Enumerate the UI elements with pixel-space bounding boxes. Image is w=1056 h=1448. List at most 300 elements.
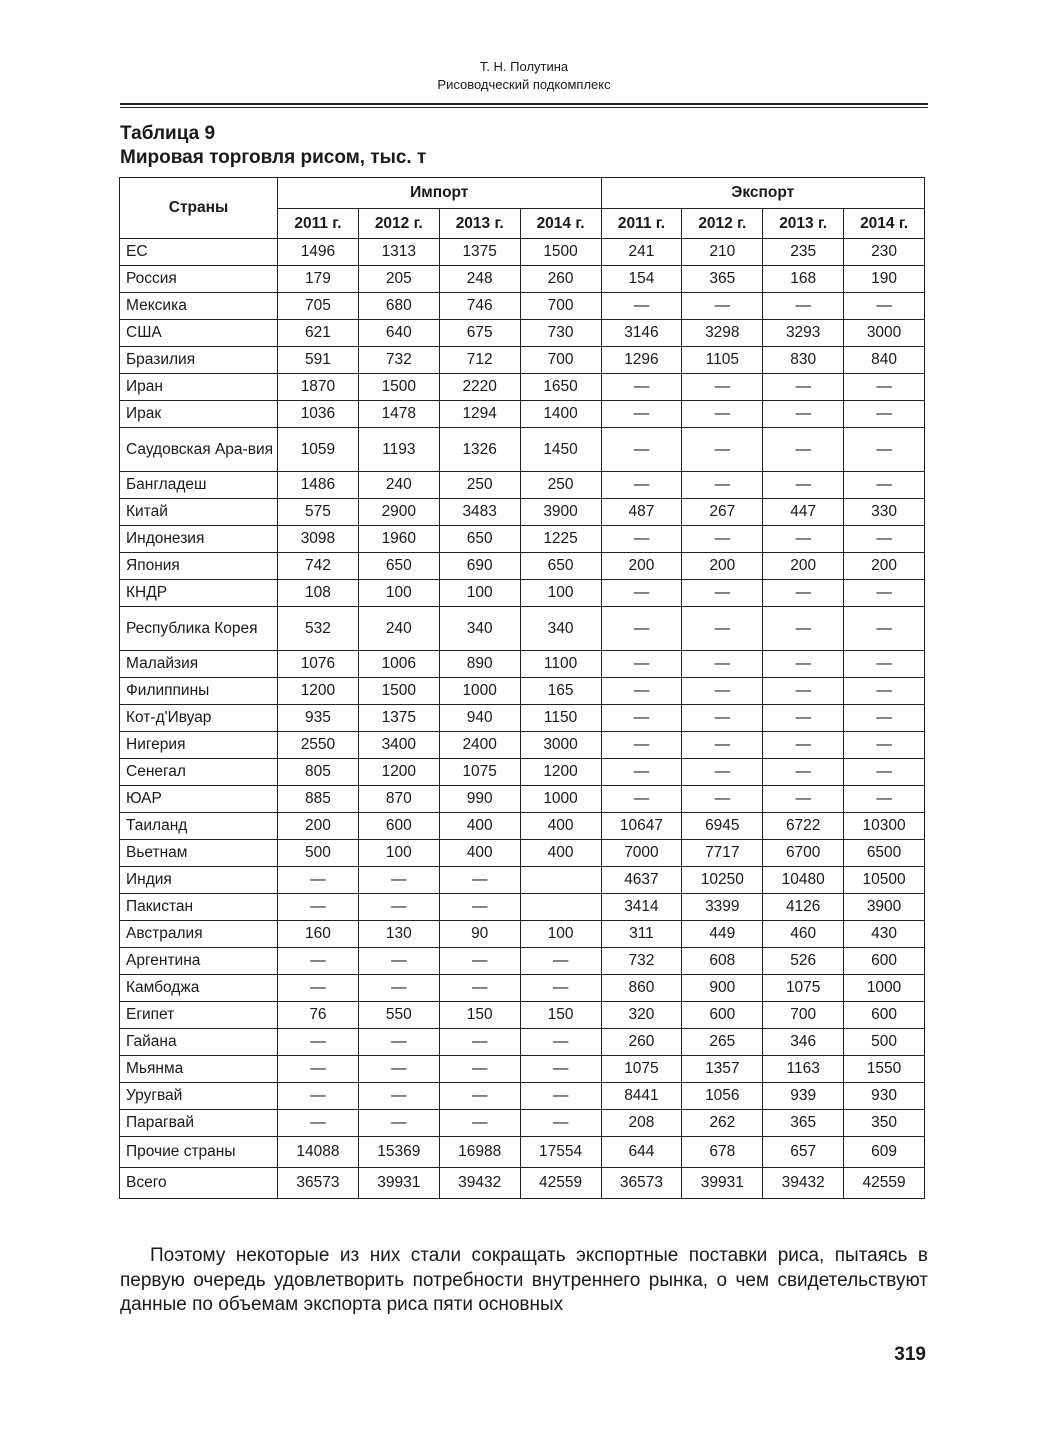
country-cell: Индия [120, 867, 278, 894]
export-value-cell: 608 [682, 948, 763, 975]
export-value-cell: 830 [763, 347, 844, 374]
export-year-header: 2013 г. [763, 209, 844, 239]
import-value-cell: 260 [520, 266, 601, 293]
table-row [120, 678, 925, 705]
export-value-cell: 267 [682, 499, 763, 526]
import-value-cell: — [358, 1056, 439, 1083]
table-row [120, 732, 925, 759]
import-value-cell: — [358, 894, 439, 921]
import-year-header: 2014 г. [520, 209, 601, 239]
export-value-cell: — [601, 428, 682, 472]
import-value-cell: 500 [278, 840, 359, 867]
import-value-cell: 400 [439, 813, 520, 840]
import-value-cell: 39432 [439, 1168, 520, 1199]
table-row [120, 401, 925, 428]
import-value-cell: 400 [439, 840, 520, 867]
table-number: Таблица 9 [120, 123, 216, 144]
import-value-cell: 150 [439, 1002, 520, 1029]
import-value-cell: 890 [439, 651, 520, 678]
export-value-cell: 200 [763, 553, 844, 580]
import-value-cell: 165 [520, 678, 601, 705]
import-value-cell: 3000 [520, 732, 601, 759]
import-value-cell: 160 [278, 921, 359, 948]
export-value-cell: 6700 [763, 840, 844, 867]
export-value-cell: 6945 [682, 813, 763, 840]
country-cell: Уругвай [120, 1083, 278, 1110]
table-row [120, 1002, 925, 1029]
import-value-cell: 1193 [358, 428, 439, 472]
export-group-header: Экспорт [601, 178, 925, 209]
export-value-cell: 860 [601, 975, 682, 1002]
export-value-cell: — [682, 607, 763, 651]
import-value-cell: 550 [358, 1002, 439, 1029]
import-value-cell: 1100 [520, 651, 601, 678]
export-value-cell: 200 [844, 553, 925, 580]
table-row [120, 948, 925, 975]
country-cell: КНДР [120, 580, 278, 607]
table-row [120, 1056, 925, 1083]
table-row [120, 347, 925, 374]
import-value-cell: — [358, 975, 439, 1002]
country-column-header: Страны [120, 178, 278, 239]
export-value-cell: — [763, 651, 844, 678]
import-value-cell: 200 [278, 813, 359, 840]
export-value-cell: — [763, 580, 844, 607]
export-value-cell: 365 [763, 1110, 844, 1137]
country-cell: Ирак [120, 401, 278, 428]
import-value-cell: 680 [358, 293, 439, 320]
country-cell: Бразилия [120, 347, 278, 374]
table-row [120, 526, 925, 553]
export-value-cell: 840 [844, 347, 925, 374]
export-value-cell: — [601, 472, 682, 499]
import-value-cell: 621 [278, 320, 359, 347]
export-value-cell: 39432 [763, 1168, 844, 1199]
country-cell: США [120, 320, 278, 347]
table-row [120, 266, 925, 293]
table-row [120, 975, 925, 1002]
import-value-cell: 340 [439, 607, 520, 651]
export-value-cell: — [682, 580, 763, 607]
country-cell: Малайзия [120, 651, 278, 678]
import-value-cell: 2900 [358, 499, 439, 526]
export-value-cell: — [601, 293, 682, 320]
export-value-cell: 4126 [763, 894, 844, 921]
export-value-cell: 430 [844, 921, 925, 948]
import-value-cell: 700 [520, 347, 601, 374]
export-value-cell: 1163 [763, 1056, 844, 1083]
import-value-cell: 205 [358, 266, 439, 293]
export-year-header: 2011 г. [601, 209, 682, 239]
import-value-cell: 1200 [278, 678, 359, 705]
import-value-cell [520, 867, 601, 894]
import-value-cell: — [520, 1110, 601, 1137]
export-value-cell: 10300 [844, 813, 925, 840]
export-value-cell: 208 [601, 1110, 682, 1137]
export-value-cell: 700 [763, 1002, 844, 1029]
country-cell: Таиланд [120, 813, 278, 840]
country-cell: Всего [120, 1168, 278, 1199]
table-row [120, 428, 925, 472]
import-value-cell [520, 894, 601, 921]
export-value-cell: — [844, 759, 925, 786]
table-row [120, 705, 925, 732]
import-value-cell: — [358, 867, 439, 894]
export-value-cell: 10500 [844, 867, 925, 894]
export-value-cell: 6722 [763, 813, 844, 840]
import-value-cell: 2550 [278, 732, 359, 759]
import-value-cell: 39931 [358, 1168, 439, 1199]
table-body [120, 239, 925, 1199]
export-value-cell: 320 [601, 1002, 682, 1029]
import-value-cell: 3098 [278, 526, 359, 553]
export-value-cell: — [763, 428, 844, 472]
import-value-cell: 17554 [520, 1137, 601, 1168]
import-value-cell: — [520, 975, 601, 1002]
import-year-header: 2013 г. [439, 209, 520, 239]
export-value-cell: — [682, 651, 763, 678]
import-value-cell: — [278, 1110, 359, 1137]
export-value-cell: — [763, 526, 844, 553]
export-value-cell: 1296 [601, 347, 682, 374]
import-value-cell: 248 [439, 266, 520, 293]
table-row [120, 921, 925, 948]
export-value-cell: 200 [601, 553, 682, 580]
import-value-cell: 1478 [358, 401, 439, 428]
export-value-cell: 600 [844, 1002, 925, 1029]
export-value-cell: — [844, 786, 925, 813]
export-value-cell: 600 [844, 948, 925, 975]
export-value-cell: — [844, 651, 925, 678]
export-value-cell: 230 [844, 239, 925, 266]
country-cell: Гайана [120, 1029, 278, 1056]
export-value-cell: — [763, 678, 844, 705]
export-value-cell: — [682, 374, 763, 401]
export-value-cell: — [601, 786, 682, 813]
import-value-cell: 1500 [520, 239, 601, 266]
export-value-cell: 265 [682, 1029, 763, 1056]
import-value-cell: 90 [439, 921, 520, 948]
export-value-cell: 644 [601, 1137, 682, 1168]
export-value-cell: — [763, 293, 844, 320]
country-cell: Парагвай [120, 1110, 278, 1137]
export-value-cell: 1105 [682, 347, 763, 374]
import-value-cell: 1075 [439, 759, 520, 786]
import-value-cell: 1400 [520, 401, 601, 428]
import-value-cell: 575 [278, 499, 359, 526]
export-value-cell: 365 [682, 266, 763, 293]
running-head [120, 58, 928, 94]
export-year-header: 2014 г. [844, 209, 925, 239]
export-value-cell: 260 [601, 1029, 682, 1056]
country-cell: Япония [120, 553, 278, 580]
export-value-cell: 1075 [601, 1056, 682, 1083]
export-value-cell: 3399 [682, 894, 763, 921]
export-value-cell: — [682, 732, 763, 759]
import-value-cell: — [278, 948, 359, 975]
export-value-cell: — [844, 293, 925, 320]
export-value-cell: — [601, 678, 682, 705]
export-value-cell: — [844, 472, 925, 499]
export-value-cell: 4637 [601, 867, 682, 894]
import-value-cell: 100 [439, 580, 520, 607]
export-value-cell: — [844, 732, 925, 759]
import-value-cell: 650 [520, 553, 601, 580]
export-value-cell: — [601, 759, 682, 786]
export-value-cell: 600 [682, 1002, 763, 1029]
import-value-cell: 1059 [278, 428, 359, 472]
export-value-cell: 262 [682, 1110, 763, 1137]
export-value-cell: 3900 [844, 894, 925, 921]
export-value-cell: 1550 [844, 1056, 925, 1083]
export-value-cell: 487 [601, 499, 682, 526]
export-value-cell: — [682, 401, 763, 428]
export-value-cell: — [844, 580, 925, 607]
export-value-cell: — [601, 705, 682, 732]
export-value-cell: 732 [601, 948, 682, 975]
import-value-cell: — [520, 948, 601, 975]
export-value-cell: 1056 [682, 1083, 763, 1110]
export-value-cell: 447 [763, 499, 844, 526]
export-value-cell: 3298 [682, 320, 763, 347]
import-value-cell: — [278, 1029, 359, 1056]
import-value-cell: 1450 [520, 428, 601, 472]
export-value-cell: — [763, 472, 844, 499]
import-value-cell: 885 [278, 786, 359, 813]
table-row [120, 607, 925, 651]
export-value-cell: 657 [763, 1137, 844, 1168]
import-value-cell: 3400 [358, 732, 439, 759]
export-value-cell: — [682, 678, 763, 705]
table-row [120, 1083, 925, 1110]
table-row [120, 894, 925, 921]
import-value-cell: 591 [278, 347, 359, 374]
export-value-cell: — [844, 526, 925, 553]
body-paragraph-text: Поэтому некоторые из них стали сокращать экспортные поставки риса, пытаясь в первую очередь удовлетворить потребности внутреннего рынка, о чем свидетельствуют данные по объемам экспорта риса пяти основных [120, 1245, 928, 1315]
import-value-cell: — [520, 1029, 601, 1056]
rice-trade-table [119, 177, 925, 1199]
country-cell: Пакистан [120, 894, 278, 921]
country-cell: Австралия [120, 921, 278, 948]
import-value-cell: — [278, 867, 359, 894]
import-value-cell: 76 [278, 1002, 359, 1029]
table-row [120, 1029, 925, 1056]
export-value-cell: 3293 [763, 320, 844, 347]
country-cell: Бангладеш [120, 472, 278, 499]
import-value-cell: 1150 [520, 705, 601, 732]
import-value-cell: 650 [439, 526, 520, 553]
export-year-header: 2012 г. [682, 209, 763, 239]
import-value-cell: 1870 [278, 374, 359, 401]
import-value-cell: — [520, 1083, 601, 1110]
table-row [120, 867, 925, 894]
export-value-cell: 7717 [682, 840, 763, 867]
import-value-cell: 746 [439, 293, 520, 320]
header-rule-thin [120, 107, 928, 108]
import-value-cell: 732 [358, 347, 439, 374]
import-value-cell: 600 [358, 813, 439, 840]
export-value-cell: — [763, 374, 844, 401]
export-value-cell: 200 [682, 553, 763, 580]
export-value-cell: 346 [763, 1029, 844, 1056]
country-cell: Мексика [120, 293, 278, 320]
export-value-cell: — [844, 607, 925, 651]
import-value-cell: 532 [278, 607, 359, 651]
import-value-cell: 400 [520, 840, 601, 867]
import-value-cell: 2220 [439, 374, 520, 401]
table-row [120, 759, 925, 786]
export-value-cell: 900 [682, 975, 763, 1002]
export-value-cell: 154 [601, 266, 682, 293]
import-value-cell: 250 [439, 472, 520, 499]
country-cell: ЮАР [120, 786, 278, 813]
export-value-cell: 10250 [682, 867, 763, 894]
export-value-cell: 6500 [844, 840, 925, 867]
import-value-cell: 690 [439, 553, 520, 580]
import-value-cell: 1200 [358, 759, 439, 786]
import-value-cell: 1375 [358, 705, 439, 732]
export-value-cell: — [763, 705, 844, 732]
import-value-cell: 240 [358, 607, 439, 651]
export-value-cell: 241 [601, 239, 682, 266]
export-value-cell: — [601, 526, 682, 553]
country-cell: Мьянма [120, 1056, 278, 1083]
import-value-cell: 935 [278, 705, 359, 732]
export-value-cell: — [682, 705, 763, 732]
table-row [120, 293, 925, 320]
country-cell: Индонезия [120, 526, 278, 553]
import-value-cell: 712 [439, 347, 520, 374]
export-value-cell: — [844, 374, 925, 401]
import-value-cell: 1000 [520, 786, 601, 813]
import-value-cell: 100 [358, 580, 439, 607]
import-value-cell: 1500 [358, 374, 439, 401]
export-value-cell: — [763, 607, 844, 651]
import-value-cell: — [520, 1056, 601, 1083]
import-value-cell: — [439, 948, 520, 975]
import-value-cell: — [278, 1083, 359, 1110]
table-row [120, 786, 925, 813]
import-value-cell: 1650 [520, 374, 601, 401]
country-cell: Саудовская Ара-вия [120, 428, 278, 472]
export-value-cell: 36573 [601, 1168, 682, 1199]
export-value-cell: 190 [844, 266, 925, 293]
import-value-cell: — [358, 1029, 439, 1056]
import-value-cell: 1294 [439, 401, 520, 428]
export-value-cell: 210 [682, 239, 763, 266]
import-value-cell: 870 [358, 786, 439, 813]
import-year-header: 2011 г. [278, 209, 359, 239]
import-value-cell: 675 [439, 320, 520, 347]
export-value-cell: 168 [763, 266, 844, 293]
export-value-cell: 330 [844, 499, 925, 526]
table-group-header-row [120, 178, 925, 209]
table-row [120, 320, 925, 347]
country-cell: Сенегал [120, 759, 278, 786]
import-value-cell: 1200 [520, 759, 601, 786]
export-value-cell: 3000 [844, 320, 925, 347]
import-value-cell: 100 [520, 921, 601, 948]
import-group-header: Импорт [278, 178, 602, 209]
import-value-cell: 1500 [358, 678, 439, 705]
import-value-cell: 42559 [520, 1168, 601, 1199]
export-value-cell: 8441 [601, 1083, 682, 1110]
export-value-cell: — [682, 759, 763, 786]
export-value-cell: — [601, 607, 682, 651]
table-row [120, 499, 925, 526]
table-row [120, 813, 925, 840]
export-value-cell: — [601, 374, 682, 401]
country-cell: Кот-д'Ивуар [120, 705, 278, 732]
import-value-cell: — [439, 867, 520, 894]
import-value-cell: 340 [520, 607, 601, 651]
export-value-cell: 235 [763, 239, 844, 266]
export-value-cell: 939 [763, 1083, 844, 1110]
export-value-cell: — [763, 732, 844, 759]
import-value-cell: — [358, 1110, 439, 1137]
export-value-cell: 311 [601, 921, 682, 948]
import-value-cell: 1036 [278, 401, 359, 428]
import-value-cell: 640 [358, 320, 439, 347]
export-value-cell: 1357 [682, 1056, 763, 1083]
country-cell: Филиппины [120, 678, 278, 705]
country-cell: Вьетнам [120, 840, 278, 867]
import-value-cell: — [358, 1083, 439, 1110]
import-value-cell: — [439, 1029, 520, 1056]
export-value-cell: — [763, 759, 844, 786]
import-value-cell: 3900 [520, 499, 601, 526]
import-value-cell: — [439, 1056, 520, 1083]
export-value-cell: 3414 [601, 894, 682, 921]
import-value-cell: 1496 [278, 239, 359, 266]
import-value-cell: 1000 [439, 678, 520, 705]
export-value-cell: — [601, 580, 682, 607]
export-value-cell: — [844, 678, 925, 705]
export-value-cell: — [682, 428, 763, 472]
export-value-cell: — [763, 786, 844, 813]
import-value-cell: 730 [520, 320, 601, 347]
export-value-cell: — [601, 732, 682, 759]
import-value-cell: 1006 [358, 651, 439, 678]
export-value-cell: — [844, 401, 925, 428]
import-value-cell: — [358, 948, 439, 975]
table-caption [120, 122, 426, 170]
export-value-cell: — [844, 705, 925, 732]
country-cell: Республика Корея [120, 607, 278, 651]
export-value-cell: 526 [763, 948, 844, 975]
table-row [120, 472, 925, 499]
export-value-cell: 449 [682, 921, 763, 948]
export-value-cell: 3146 [601, 320, 682, 347]
import-value-cell: 400 [520, 813, 601, 840]
import-value-cell: 650 [358, 553, 439, 580]
export-value-cell: 609 [844, 1137, 925, 1168]
book-title: Рисоводческий подкомплекс [437, 77, 611, 92]
export-value-cell: 39931 [682, 1168, 763, 1199]
country-cell: Египет [120, 1002, 278, 1029]
table-row [120, 1110, 925, 1137]
import-value-cell: 940 [439, 705, 520, 732]
import-value-cell: — [278, 975, 359, 1002]
export-value-cell: 10480 [763, 867, 844, 894]
export-value-cell: — [682, 786, 763, 813]
page-number: 319 [894, 1344, 926, 1365]
export-value-cell: 500 [844, 1029, 925, 1056]
import-value-cell: 100 [520, 580, 601, 607]
export-value-cell: — [682, 526, 763, 553]
export-value-cell: 42559 [844, 1168, 925, 1199]
import-value-cell: 742 [278, 553, 359, 580]
